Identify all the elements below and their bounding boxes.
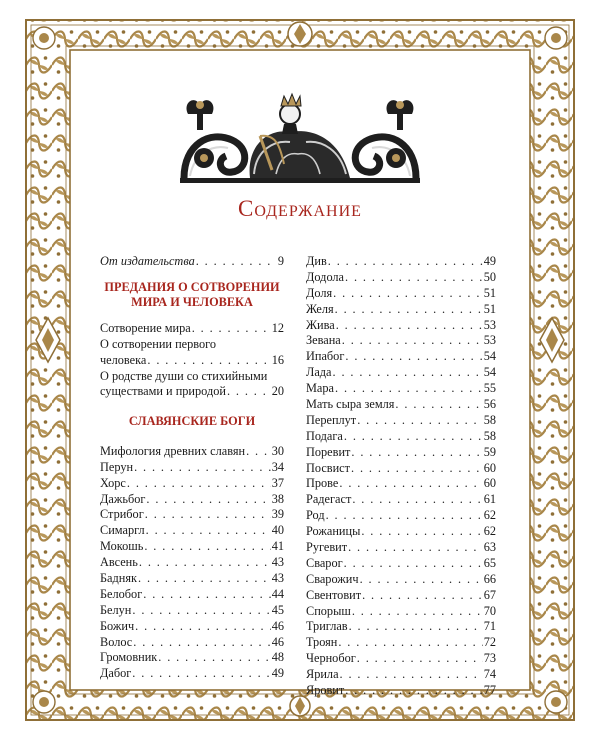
toc-entry[interactable]: Стрибог . . . 39 — [100, 507, 284, 523]
toc-left-column — [100, 254, 284, 682]
toc-entry[interactable]: Перун . . . 34 — [100, 460, 284, 476]
toc-entry[interactable]: Сварог . . . 65 — [306, 556, 496, 572]
toc-entry[interactable]: Лада . . . 54 — [306, 365, 496, 381]
toc-entry[interactable]: Белобог . . . 44 — [100, 587, 284, 603]
toc-entry[interactable]: Мокошь . . . 41 — [100, 539, 284, 555]
toc-entry[interactable]: Див . . . 49 — [306, 254, 496, 270]
toc-entry[interactable]: Мара . . . 55 — [306, 381, 496, 397]
toc-entry[interactable]: Поревит . . . 59 — [306, 445, 496, 461]
toc-entry[interactable]: Рожаницы . . . 62 — [306, 524, 496, 540]
toc-entry[interactable]: Прове . . . 60 — [306, 476, 496, 492]
toc-entry[interactable]: Переплут . . . 58 — [306, 413, 496, 429]
toc-right-column — [306, 254, 496, 699]
toc-entry[interactable]: Дабог . . . 49 — [100, 666, 284, 682]
toc-entry[interactable]: Мать сыра земля . . . 56 — [306, 397, 496, 413]
toc-entry[interactable]: Божич . . . 46 — [100, 619, 284, 635]
toc-entry[interactable]: Доля . . . 51 — [306, 286, 496, 302]
toc-entry-intro[interactable]: От издательства . . . 9 — [100, 254, 284, 270]
toc-entry[interactable]: Авсень . . . 43 — [100, 555, 284, 571]
toc-entry[interactable]: Волос . . . 46 — [100, 635, 284, 651]
toc-list-gods-left — [100, 444, 284, 682]
toc-entry[interactable]: Симаргл . . . 40 — [100, 523, 284, 539]
toc-entry[interactable]: человека . . . 16 — [100, 353, 284, 369]
frame-medallion-bottom — [290, 696, 310, 716]
toc-entry[interactable]: Посвист . . . 60 — [306, 461, 496, 477]
toc-entry[interactable]: Чернобог . . . 73 — [306, 651, 496, 667]
toc-entry[interactable]: Громовник . . . 48 — [100, 650, 284, 666]
toc-entry[interactable]: Ярила . . . 74 — [306, 667, 496, 683]
section-heading-gods: СЛАВЯНСКИЕ БОГИ — [128, 414, 256, 429]
toc-entry[interactable]: Дажьбог . . . 38 — [100, 492, 284, 508]
toc-entry[interactable]: Триглав . . . 71 — [306, 619, 496, 635]
toc-entry-line[interactable]: О сотворении первого — [100, 336, 217, 351]
toc-entry[interactable]: Зевана . . . 53 — [306, 333, 496, 349]
toc-entry[interactable]: Спорыш . . . 70 — [306, 604, 496, 620]
toc-entry[interactable]: Подага . . . 58 — [306, 429, 496, 445]
toc-entry-line[interactable]: О родстве души со стихийными — [100, 368, 268, 383]
toc-entry[interactable]: Троян . . . 72 — [306, 635, 496, 651]
toc-entry[interactable]: Хорс . . . 37 — [100, 476, 284, 492]
toc-entry[interactable]: Додола . . . 50 — [306, 270, 496, 286]
toc-entry[interactable]: Желя . . . 51 — [306, 302, 496, 318]
toc-entry[interactable]: Сварожич . . . 66 — [306, 572, 496, 588]
sirin-ornament-illustration — [180, 84, 420, 190]
toc-entry[interactable]: Ипабог . . . 54 — [306, 349, 496, 365]
toc-entry[interactable]: Радегаст . . . 61 — [306, 492, 496, 508]
section-heading-creation: ПРЕДАНИЯ О СОТВОРЕНИИ МИРА И ЧЕЛОВЕКА — [104, 279, 280, 310]
toc-entry[interactable]: Род . . . 62 — [306, 508, 496, 524]
toc-list-gods-right — [306, 254, 496, 699]
toc-entry[interactable]: Свентовит . . . 67 — [306, 588, 496, 604]
page-title: Содержание — [238, 196, 362, 221]
toc-entry[interactable]: существами и природой . . . 20 — [100, 384, 284, 400]
toc-entry[interactable]: Мифология древних славян . . . 30 — [100, 444, 284, 460]
toc-entry[interactable]: Белун . . . 45 — [100, 603, 284, 619]
toc-entry[interactable]: Жива . . . 53 — [306, 318, 496, 334]
toc-entry[interactable]: Яровит . . . 77 — [306, 683, 496, 699]
toc-entry[interactable]: Сотворение мира . . . 12 — [100, 321, 284, 337]
toc-entry[interactable]: Ругевит . . . 63 — [306, 540, 496, 556]
toc-entry[interactable]: Бадняк . . . 43 — [100, 571, 284, 587]
frame-medallion-top — [288, 22, 312, 46]
